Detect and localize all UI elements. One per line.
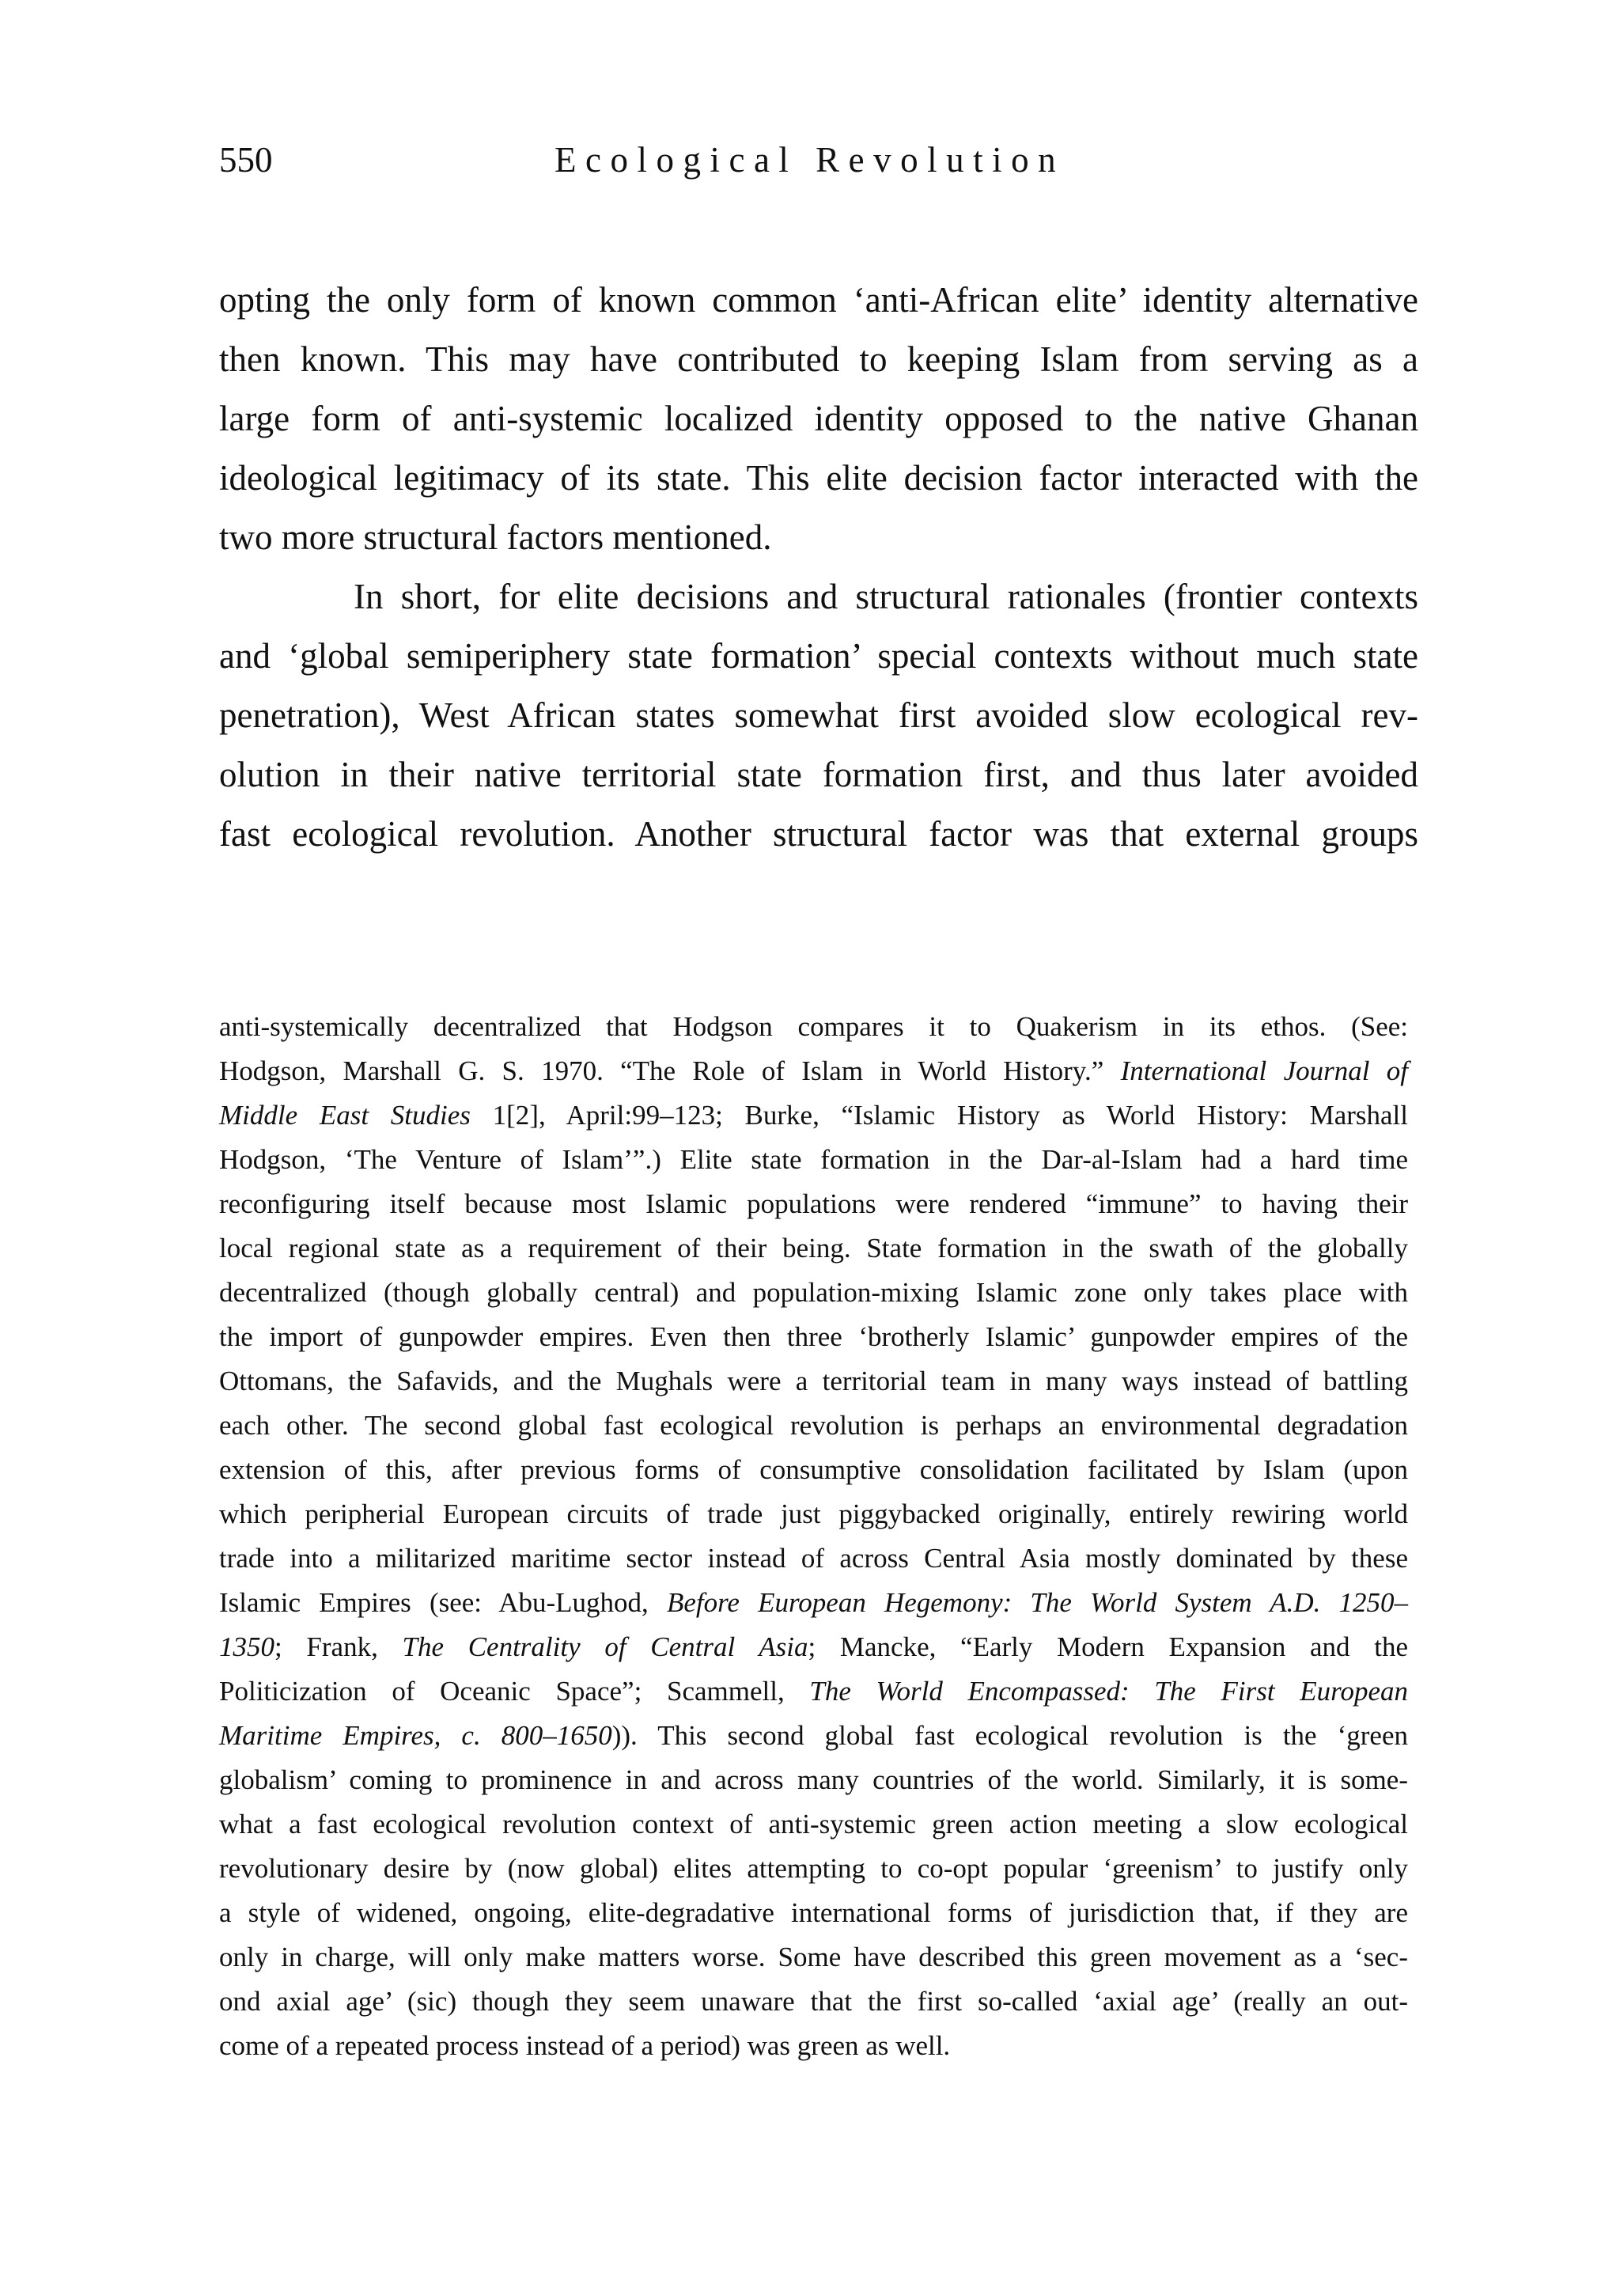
footnote-line: come of a repeated process instead of a period) was green as well. — [219, 2030, 951, 2061]
footnote — [219, 1005, 1408, 2068]
footnote-line: Politicization of Oceanic Space”; Scammell, The World Encompassed: The First European — [219, 1676, 1408, 1707]
main-text-line: olution in their native territorial state formation first, and thus later avoided — [219, 755, 1418, 794]
book-title: Before European Hegemony: The World System A.D. 1250– — [666, 1587, 1408, 1618]
footnote-line: anti-systemically decentralized that Hodgson compares it to Quakerism in its ethos. (See: — [219, 1011, 1408, 1042]
main-text-line: ideological legitimacy of its state. This elite decision factor interacted with the — [219, 458, 1418, 498]
main-text-line: and ‘global semiperiphery state formation’ special contexts without much state — [219, 636, 1418, 676]
footnote-line: Hodgson, ‘The Venture of Islam’”.) Elite state formation in the Dar-al-Islam had a hard time — [219, 1144, 1408, 1175]
journal-title: Middle East Studies — [219, 1100, 471, 1131]
main-text-line: fast ecological revolution. Another structural factor was that external groups — [219, 814, 1418, 854]
footnote-line: Middle East Studies 1[2], April:99–123; Burke, “Islamic History as World History: Marshall — [219, 1100, 1408, 1131]
footnote-line: what a fast ecological revolution context of anti-systemic green action meeting a slow ecological — [219, 1809, 1408, 1839]
footnote-line: only in charge, will only make matters worse. Some have described this green movement as a ‘sec- — [219, 1942, 1408, 1972]
main-text-line: penetration), West African states somewhat first avoided slow ecological rev- — [219, 695, 1418, 735]
footnote-line: revolutionary desire by (now global) elites attempting to co-opt popular ‘greenism’ to justify only — [219, 1853, 1408, 1884]
footnote-line: ond axial age’ (sic) though they seem unaware that the first so-called ‘axial age’ (really an out- — [219, 1986, 1408, 2017]
footnote-line: 1350; Frank, The Centrality of Central Asia; Mancke, “Early Modern Expansion and the — [219, 1631, 1408, 1662]
footnote-line: globalism’ coming to prominence in and across many countries of the world. Similarly, it is some- — [219, 1764, 1408, 1795]
main-text-line: In short, for elite decisions and structural rationales (frontier contexts — [354, 577, 1418, 616]
footnote-line: Maritime Empires, c. 800–1650)). This second global fast ecological revolution is the ‘green — [219, 1720, 1408, 1751]
page-number: 550 — [219, 140, 273, 180]
running-title: Ecological Revolution — [555, 140, 1065, 180]
book-title: Maritime Empires, c. 800–1650 — [219, 1720, 612, 1751]
footnote-line: local regional state as a requirement of their being. State formation in the swath of the globally — [219, 1233, 1408, 1264]
footnote-line: extension of this, after previous forms of consumptive consolidation facilitated by Islam (upon — [219, 1454, 1408, 1485]
footnote-line: each other. The second global fast ecological revolution is perhaps an environmental degradation — [219, 1410, 1408, 1441]
footnote-line: trade into a militarized maritime sector instead of across Central Asia mostly dominated by these — [219, 1543, 1408, 1574]
book-title: 1350 — [219, 1631, 274, 1662]
book-title: The World Encompassed: The First European — [809, 1676, 1408, 1707]
footnote-line: Islamic Empires (see: Abu-Lughod, Before European Hegemony: The World System A.D. 1250– — [219, 1587, 1408, 1618]
footnote-line: a style of widened, ongoing, elite-degradative international forms of jurisdiction that, if they are — [219, 1897, 1408, 1928]
journal-title: International Journal of — [1120, 1055, 1409, 1086]
main-text-line: then known. This may have contributed to keeping Islam from serving as a — [219, 339, 1418, 379]
footnote-line: Ottomans, the Safavids, and the Mughals were a territorial team in many ways instead of battling — [219, 1366, 1408, 1396]
footnote-line: decentralized (though globally central) and population-mixing Islamic zone only takes place with — [219, 1277, 1408, 1308]
book-title: The Centrality of Central Asia — [402, 1631, 808, 1662]
footnote-line: the import of gunpowder empires. Even then three ‘brotherly Islamic’ gunpowder empires of the — [219, 1321, 1408, 1352]
footnote-line: reconfiguring itself because most Islamic populations were rendered “immune” to having their — [219, 1188, 1408, 1219]
main-text-line: two more structural factors mentioned. — [219, 517, 772, 557]
footnote-line: which peripherial European circuits of trade just piggybacked originally, entirely rewiring world — [219, 1498, 1408, 1529]
footnote-line: Hodgson, Marshall G. S. 1970. “The Role of Islam in World History.” International Journal of — [219, 1055, 1409, 1086]
main-text-line: large form of anti-systemic localized identity opposed to the native Ghanan — [219, 399, 1418, 438]
running-header — [219, 136, 1437, 184]
main-text-line: opting the only form of known common ‘anti-African elite’ identity alternative — [219, 280, 1418, 320]
main-text — [219, 271, 1418, 864]
